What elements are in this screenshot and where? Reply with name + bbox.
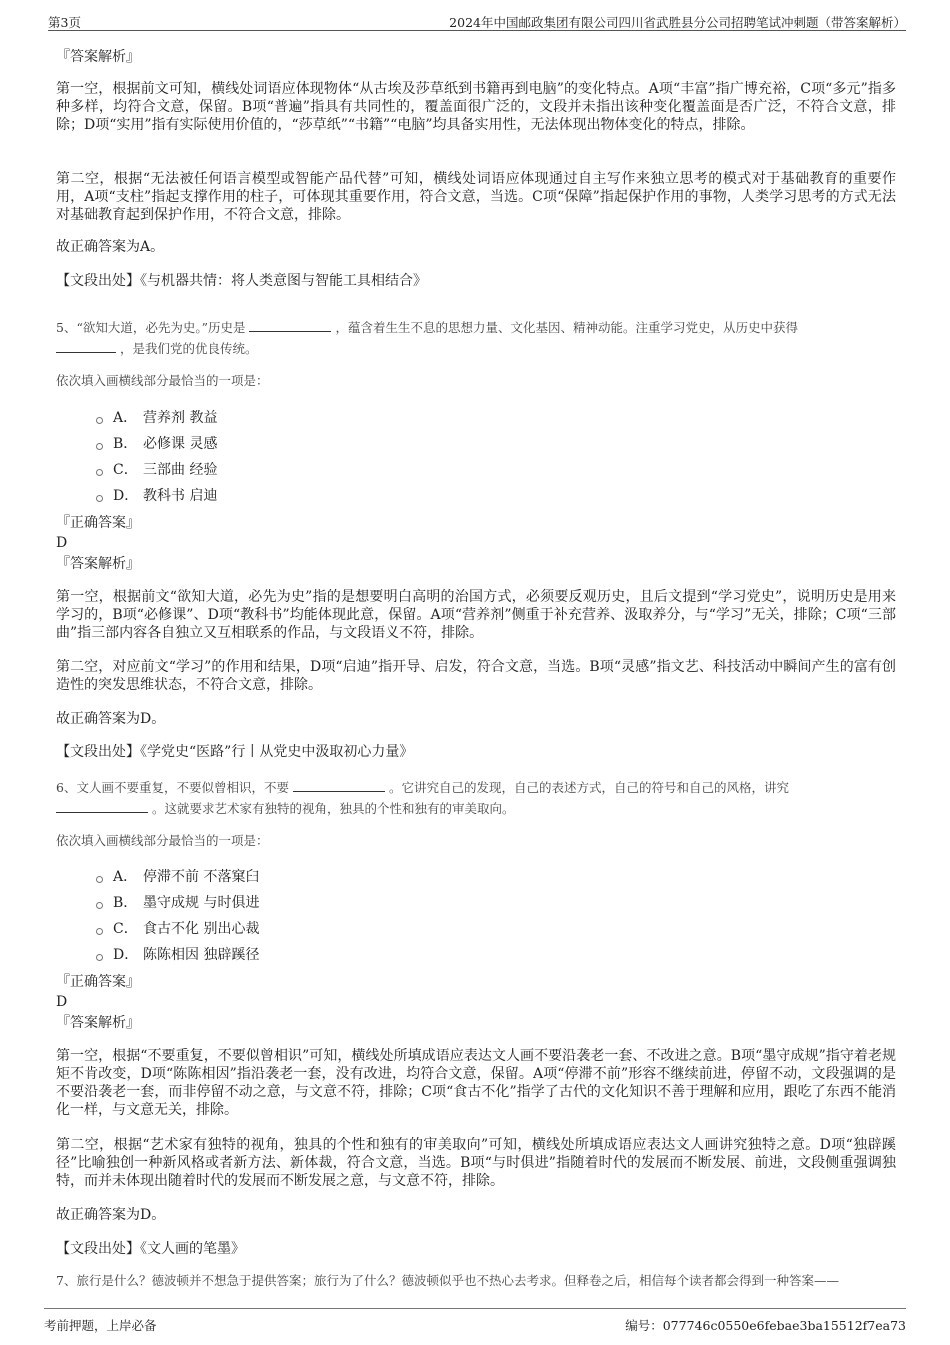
q5-stem [56,317,896,359]
q5-instruction: 依次填入画横线部分最恰当的一项是： [56,373,269,388]
q5-source: 【文段出处】《学党史“医路”行丨从党史中汲取初心力量》 [56,744,414,760]
radio-icon[interactable] [96,902,103,909]
q6-answer: D [56,994,68,1010]
correct-answer-label: 『正确答案』 [56,974,140,990]
radio-icon[interactable] [96,928,103,935]
q5-stem-part-b: ，蕴含着生生不息的思想力量、文化基因、精神动能。注重学习党史，从历史中获得 [335,320,798,335]
q5-blank-1 [249,319,331,332]
q6-option-a[interactable]: A． 停滞不前 不落窠臼 [96,868,259,886]
radio-icon[interactable] [96,495,103,502]
q6-blank-1 [293,779,385,792]
document-id: 编号：077746c0550e6febae3ba15512f7ea73 [625,1318,906,1333]
q5-conclusion: 故正确答案为D。 [56,711,166,727]
analysis-label: 『答案解析』 [56,556,140,572]
page-footer [44,1308,906,1337]
q6-instruction: 依次填入画横线部分最恰当的一项是： [56,833,269,848]
q4-conclusion: 故正确答案为A。 [56,239,165,255]
q7-stem: 7、旅行是什么？德波顿并不想急于提供答案；旅行为了什么？德波顿似乎也不热心去考求。但释卷之后，相信每个读者都会得到一种答案—— [56,1273,839,1288]
q5-blank-2 [56,340,116,353]
radio-icon[interactable] [96,954,103,961]
q5-stem-part-c: ，是我们党的优良传统。 [119,341,258,356]
q6-conclusion: 故正确答案为D。 [56,1207,166,1223]
page-number: 第3页 [48,15,81,30]
q6-stem-part-c: 。这就要求艺术家有独特的视角，独具的个性和独有的审美取向。 [151,801,515,816]
radio-icon[interactable] [96,417,103,424]
q4-analysis-para-2: 第二空，根据“无法被任何语言模型或智能产品代替”可知，横线处词语应体现通过自主写作来独立思考的模式对于基础教育的重要作用，A项“支柱”指起支撑作用的柱子，可体现其重要作用，符合文意，当选。C项“保障”指起保护作用的事物，人类学习思考的方式无法对基础教育起到保护作用，不符合文意，排除。 [56,171,896,223]
analysis-label: 『答案解析』 [56,49,140,65]
q6-analysis-para-2: 第二空，根据“艺术家有独特的视角，独具的个性和独有的审美取向”可知，横线处所填成语应表达文人画讲究独特之意。D项“独辟蹊径”比喻独创一种新风格或者新方法、新体裁，符合文意，当选。B项“与时俱进”指随着时代的发展而不断发展、前进，文段侧重强调独特，而并未体现出随着时代的发展而不断发展之意，与文意不符，排除。 [56,1137,896,1189]
q5-stem-part-a: 5、“欲知大道，必先为史。”历史是 [56,320,246,335]
q5-option-c[interactable]: C． 三部曲 经验 [96,461,217,479]
radio-icon[interactable] [96,469,103,476]
page-header [48,10,906,31]
q4-source: 【文段出处】《与机器共情：将人类意图与智能工具相结合》 [56,273,427,289]
q5-option-d[interactable]: D． 教科书 启迪 [96,487,217,505]
analysis-label: 『答案解析』 [56,1015,140,1031]
footer-slogan: 考前押题，上岸必备 [44,1318,157,1333]
q5-analysis-para-2: 第二空，对应前文“学习”的作用和结果，D项“启迪”指开导、启发，符合文意，当选。B项“灵感”指文艺、科技活动中瞬间产生的富有创造性的突发思维状态，不符合文意，排除。 [56,659,896,693]
q6-stem [56,777,896,819]
q6-option-b[interactable]: B． 墨守成规 与时俱进 [96,894,259,912]
q6-option-c[interactable]: C． 食古不化 别出心裁 [96,920,259,938]
q5-option-a[interactable]: A． 营养剂 教益 [96,409,217,427]
q5-answer: D [56,535,68,551]
radio-icon[interactable] [96,443,103,450]
q6-option-d[interactable]: D． 陈陈相因 独辟蹊径 [96,946,259,964]
q6-analysis-para-1: 第一空，根据“不要重复，不要似曾相识”可知，横线处所填成语应表达文人画不要沿袭老一套、不改进之意。B项“墨守成规”指守着老规矩不肯改变，D项“陈陈相因”指沿袭老一套，没有改进，均符合文意，保留。A项“停滞不前”形容不继续前进，停留不动，文段强调的是不要沿袭老一套，而非停留不动之意，与文意不符，排除；C项“食古不化”指学了古代的文化知识不善于理解和应用，跟吃了东西不能消化一样，与文意无关，排除。 [56,1048,896,1118]
q6-stem-part-a: 6、文人画不要重复，不要似曾相识，不要 [56,780,289,795]
radio-icon[interactable] [96,876,103,883]
document-title: 2024年中国邮政集团有限公司四川省武胜县分公司招聘笔试冲刺题（带答案解析） [449,15,906,30]
q5-option-b[interactable]: B． 必修课 灵感 [96,435,217,453]
q6-stem-part-b: 。它讲究自己的发现，自己的表述方式，自己的符号和自己的风格，讲究 [388,780,789,795]
q6-blank-2 [56,800,148,813]
correct-answer-label: 『正确答案』 [56,515,140,531]
q6-source: 【文段出处】《文人画的笔墨》 [56,1241,245,1257]
q5-analysis-para-1: 第一空，根据前文“欲知大道，必先为史”指的是想要明白高明的治国方式，必须要反观历史，且后文提到“学习党史”，说明历史是用来学习的，B项“必修课”、D项“教科书”均能体现此意，保留。A项“营养剂”侧重于补充营养、汲取养分，与“学习”无关，排除；C项“三部曲”指三部内容各自独立又互相联系的作品，与文段语义不符，排除。 [56,589,896,641]
q4-analysis-para-1: 第一空，根据前文可知，横线处词语应体现物体“从古埃及莎草纸到书籍再到电脑”的变化特点。A项“丰富”指广博充裕，C项“多元”指多种多样，均符合文意，保留。B项“普遍”指具有共同性的，覆盖面很广泛的，文段并未指出该种变化覆盖面是否广泛，不符合文意，排除；D项“实用”指有实际使用价值的，“莎草纸”“书籍”“电脑”均具备实用性，无法体现出物体变化的特点，排除。 [56,81,896,133]
